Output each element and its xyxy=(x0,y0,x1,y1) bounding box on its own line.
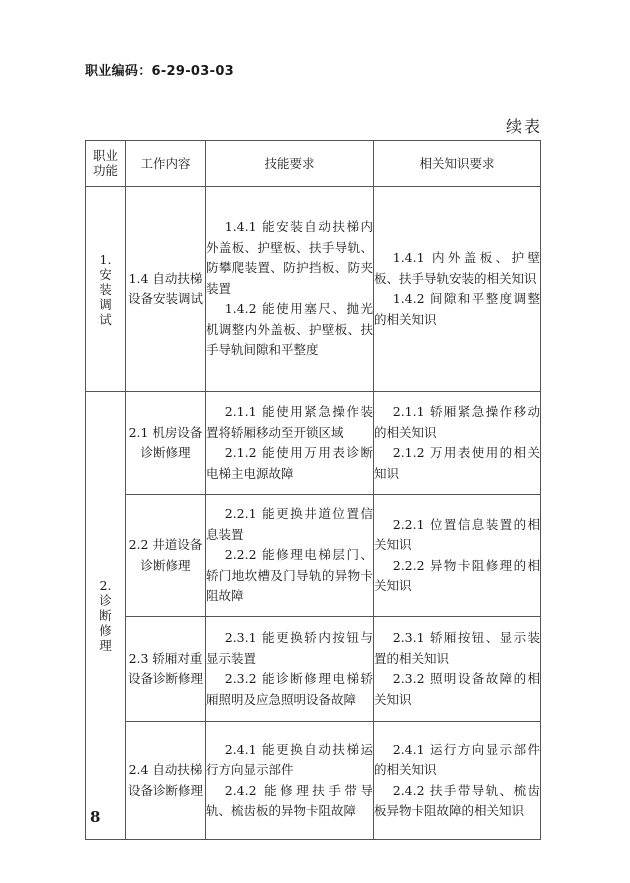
work-content: 2.3 轿厢对重设备诊断修理 xyxy=(126,617,206,722)
header-work: 工作内容 xyxy=(126,141,206,187)
knowledge-item: 2.3.2 照明设备故障的相关知识 xyxy=(374,671,540,707)
occupation-code: 职业编码：6-29-03-03 xyxy=(85,64,235,79)
skill-item: 2.3.1 能更换轿内按钮与显示装置 xyxy=(206,630,373,666)
table-row xyxy=(86,495,541,617)
table-row xyxy=(86,617,541,722)
skill-item: 2.2.2 能修理电梯层门、轿门地坎槽及门导轨的异物卡阻故障 xyxy=(206,547,373,604)
knowledge-item: 2.3.1 轿厢按钮、显示装置的相关知识 xyxy=(374,630,540,666)
page-number: 8 xyxy=(90,808,101,826)
knowledge-item: 2.4.2 扶手带导轨、梳齿板异物卡阻故障的相关知识 xyxy=(374,782,540,818)
knowledge-requirements xyxy=(374,617,541,722)
knowledge-requirements xyxy=(374,392,541,495)
knowledge-item: 1.4.1 内外盖板、护壁板、扶手导轨安装的相关知识 xyxy=(374,250,540,286)
work-content: 1.4 自动扶梯设备安装调试 xyxy=(126,187,206,392)
work-content: 2.2 井道设备诊断修理 xyxy=(126,495,206,617)
knowledge-item: 1.4.2 间隙和平整度调整的相关知识 xyxy=(374,291,540,327)
table-row xyxy=(86,392,541,495)
skill-item: 2.3.2 能诊断修理电梯轿厢照明及应急照明设备故障 xyxy=(206,671,373,707)
skill-item: 1.4.1 能安装自动扶梯内外盖板、护壁板、扶手导轨、防攀爬装置、防护挡板、防夹装置 xyxy=(206,219,373,296)
skill-requirements xyxy=(206,617,374,722)
knowledge-item: 2.2.2 异物卡阻修理的相关知识 xyxy=(374,557,540,593)
skill-item: 2.2.1 能更换井道位置信息装置 xyxy=(206,506,373,542)
skill-item: 2.1.2 能使用万用表诊断电梯主电源故障 xyxy=(206,445,373,481)
knowledge-requirements xyxy=(374,722,541,840)
table-header-row xyxy=(86,141,541,187)
function-cell-2: 2. 诊断修理 xyxy=(86,392,126,840)
skill-item: 1.4.2 能使用塞尺、抛光机调整内外盖板、护壁板、扶手导轨间隙和平整度 xyxy=(206,301,373,358)
work-content: 2.1 机房设备诊断修理 xyxy=(126,392,206,495)
knowledge-requirements xyxy=(374,495,541,617)
continued-label: 续表 xyxy=(505,117,542,136)
competency-table xyxy=(85,140,541,840)
header-knowledge: 相关知识要求 xyxy=(374,141,541,187)
table-row xyxy=(86,187,541,392)
knowledge-item: 2.1.1 轿厢紧急操作移动的相关知识 xyxy=(374,404,540,440)
work-content: 2.4 自动扶梯设备诊断修理 xyxy=(126,722,206,840)
header-function: 职业功能 xyxy=(86,141,126,187)
knowledge-item: 2.1.2 万用表使用的相关知识 xyxy=(374,445,540,481)
skill-item: 2.4.1 能更换自动扶梯运行方向显示部件 xyxy=(206,741,373,777)
skill-requirements xyxy=(206,392,374,495)
skill-item: 2.1.1 能使用紧急操作装置将轿厢移动至开锁区域 xyxy=(206,404,373,440)
table-row xyxy=(86,722,541,840)
skill-item: 2.4.2 能修理扶手带导轨、梳齿板的异物卡阻故障 xyxy=(206,782,373,818)
knowledge-item: 2.2.1 位置信息装置的相关知识 xyxy=(374,516,540,552)
skill-requirements xyxy=(206,187,374,392)
function-cell-1: 1. 安装调试 xyxy=(86,187,126,392)
skill-requirements xyxy=(206,722,374,840)
knowledge-item: 2.4.1 运行方向显示部件的相关知识 xyxy=(374,741,540,777)
header-skills: 技能要求 xyxy=(206,141,374,187)
skill-requirements xyxy=(206,495,374,617)
knowledge-requirements xyxy=(374,187,541,392)
